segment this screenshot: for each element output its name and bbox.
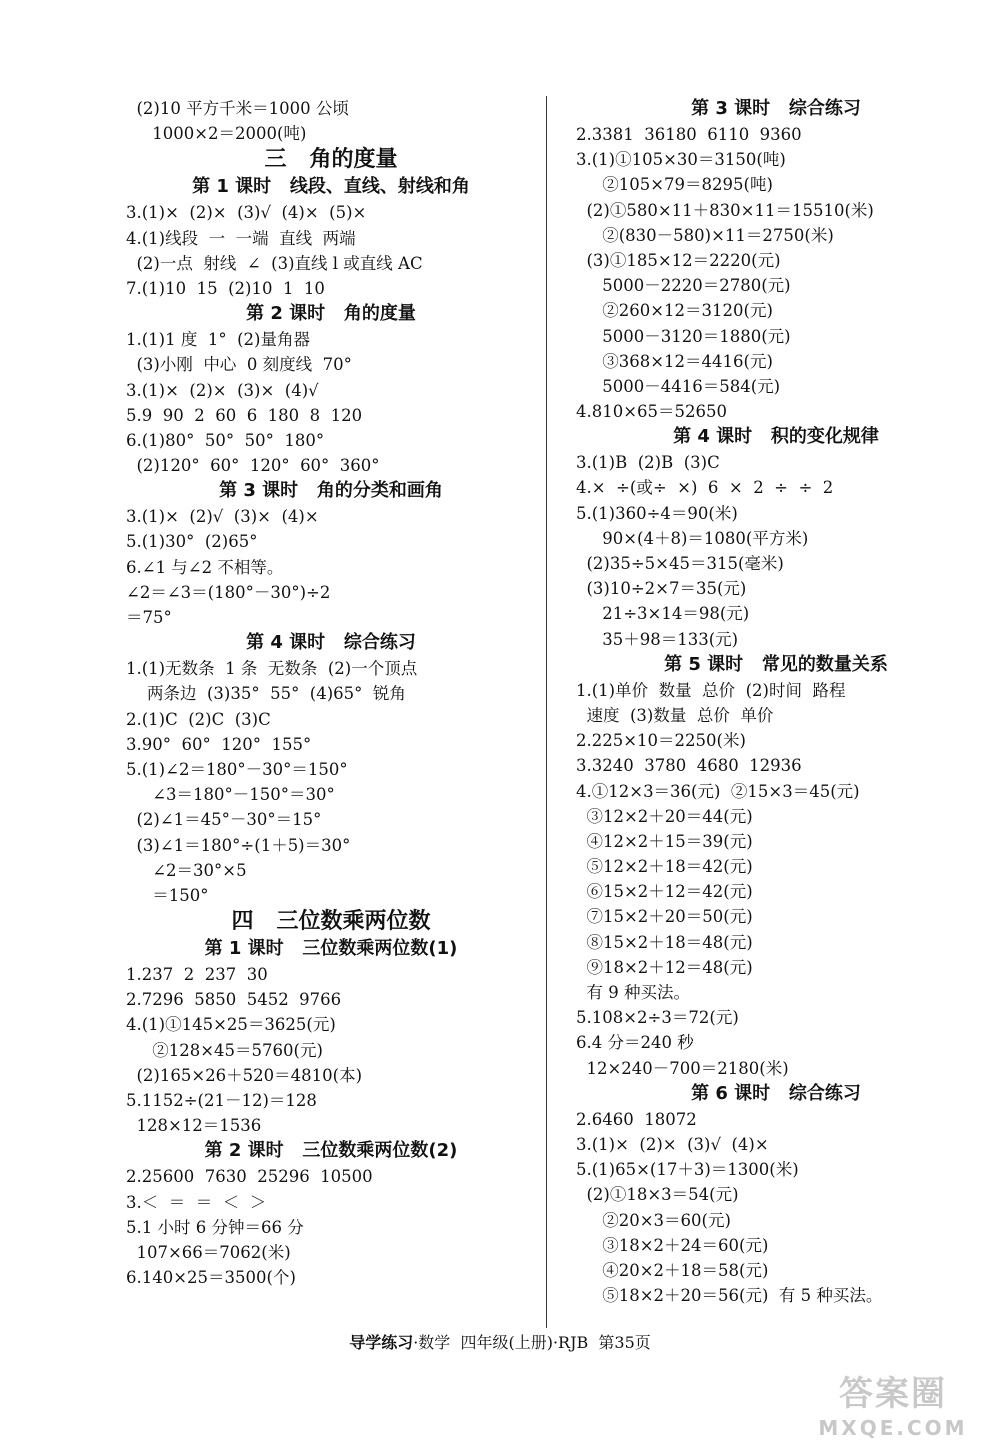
answer-line: ＝150° — [126, 885, 209, 905]
lesson-heading: 第 4 课时 积的变化规律 — [673, 426, 879, 448]
answer-line: 4.× ÷(或÷ ×) 6 × 2 ÷ ÷ 2 — [576, 478, 834, 498]
answer-line: (2)10 平方千米＝1000 公顷 — [126, 99, 349, 118]
answer-line: 3.(1)× (2)√ (3)× (4)× — [126, 507, 319, 527]
answer-line: (2)①18×3＝54(元) — [576, 1185, 739, 1205]
answer-line: 有 9 种买法。 — [576, 983, 690, 1002]
answer-line: 6.140×25＝3500(个) — [126, 1268, 296, 1288]
answer-line: (3)小刚 中心 0 刻度线 70° — [126, 355, 352, 375]
answer-line: 3.90° 60° 120° 155° — [126, 734, 312, 754]
answer-line: ⑤18×2＋20＝56(元) 有 5 种买法。 — [576, 1286, 883, 1306]
answer-line: ＝75° — [126, 608, 172, 627]
answer-line: 3.3240 3780 4680 12936 — [576, 756, 802, 776]
answer-line: 107×66＝7062(米) — [126, 1242, 291, 1262]
answer-line: (2)一点 射线 ∠ (3)直线 l 或直线 AC — [126, 253, 423, 273]
lesson-heading: 第 1 课时 三位数乘两位数(1) — [204, 938, 458, 960]
footer-info: ·数学 四年级(上册)·RJB 第35页 — [413, 1333, 651, 1352]
answer-line: 5.1152÷(21－12)＝128 — [126, 1091, 317, 1110]
watermark-text: 答案圈 — [839, 1374, 947, 1414]
answer-line: 1000×2＝2000(吨) — [126, 124, 307, 144]
answer-line: 4.(1)线段 一 一端 直线 两端 — [126, 228, 356, 248]
answer-line: 35＋98＝133(元) — [576, 629, 739, 649]
answer-line: (3)∠1＝180°÷(1＋5)＝30° — [126, 835, 351, 855]
answer-line: ∠2＝∠3＝(180°－30°)÷2 — [126, 582, 331, 602]
answer-line: 5.(1)∠2＝180°－30°＝150° — [126, 759, 348, 779]
answer-line: 7.(1)10 15 (2)10 1 10 — [126, 278, 325, 298]
answer-line: 90×(4＋8)＝1080(平方米) — [576, 528, 809, 548]
answer-line: ⑨18×2＋12＝48(元) — [576, 957, 753, 977]
answer-line: 3.(1)B (2)B (3)C — [576, 453, 720, 473]
answer-line: 2.7296 5850 5452 9766 — [126, 990, 342, 1010]
answer-line: ②105×79＝8295(吨) — [576, 175, 773, 195]
answer-line: (2)35÷5×45＝315(毫米) — [576, 554, 784, 573]
answer-line: ⑤12×2＋18＝42(元) — [576, 857, 753, 877]
answer-line: 2.(1)C (2)C (3)C — [126, 709, 271, 729]
answer-line: 5.(1)65×(17＋3)＝1300(米) — [576, 1160, 799, 1180]
left-column — [126, 96, 536, 1290]
answer-line: (2)∠1＝45°－30°＝15° — [126, 810, 322, 830]
answer-line: 4.810×65＝52650 — [576, 402, 728, 422]
answer-line: 5.(1)30° (2)65° — [126, 532, 258, 552]
column-divider — [546, 96, 547, 1328]
answer-line: 4.①12×3＝36(元) ②15×3＝45(元) — [576, 781, 860, 801]
answer-line: ②128×45＝5760(元) — [126, 1040, 323, 1060]
lesson-heading: 第 2 课时 三位数乘两位数(2) — [204, 1140, 458, 1162]
answer-line: 5.1 小时 6 分钟＝66 分 — [126, 1217, 304, 1237]
answer-line: 2.225×10＝2250(米) — [576, 731, 746, 751]
answer-line: 速度 (3)数量 总价 单价 — [576, 705, 774, 725]
answer-line: 21÷3×14＝98(元) — [576, 604, 750, 624]
answer-line: ∠2＝30°×5 — [126, 860, 247, 880]
answer-line: 5.(1)360÷4＝90(米) — [576, 503, 738, 523]
answer-line: 3.＜ ＝ ＝ ＜ ＞ — [126, 1192, 267, 1212]
answer-line: (2)①580×11＋830×11＝15510(米) — [576, 200, 874, 220]
lesson-heading: 第 3 课时 角的分类和画角 — [219, 480, 443, 502]
answer-line: ⑧15×2＋18＝48(元) — [576, 932, 753, 952]
answer-line: 3.(1)× (2)× (3)√ (4)× — [576, 1134, 769, 1154]
answer-line: ②20×3＝60(元) — [576, 1210, 731, 1230]
watermark-url: MXQE.COM — [818, 1416, 968, 1440]
answer-line: 1.(1)1 度 1° (2)量角器 — [126, 330, 310, 350]
answer-line: ⑦15×2＋20＝50(元) — [576, 907, 753, 927]
answer-line: 5.108×2÷3＝72(元) — [576, 1008, 739, 1028]
lesson-heading: 第 1 课时 线段、直线、射线和角 — [192, 176, 470, 198]
answer-line: ②260×12＝3120(元) — [576, 301, 773, 321]
answer-line: 3.(1)× (2)× (3)√ (4)× (5)× — [126, 203, 367, 223]
footer-brand: 导学练习 — [349, 1333, 414, 1352]
answer-line: 5.9 90 2 60 6 180 8 120 — [126, 405, 363, 425]
answer-line: 5000－3120＝1880(元) — [576, 326, 791, 346]
answer-line: ∠3＝180°－150°＝30° — [126, 785, 335, 805]
right-column — [576, 96, 976, 1308]
answer-line: ③368×12＝4416(元) — [576, 351, 773, 371]
answer-line: ⑥15×2＋12＝42(元) — [576, 882, 753, 902]
answer-line: 2.6460 18072 — [576, 1109, 697, 1129]
answer-line: 6.4 分＝240 秒 — [576, 1033, 694, 1053]
lesson-heading: 第 4 课时 综合练习 — [246, 632, 416, 654]
answer-line: 2.25600 7630 25296 10500 — [126, 1167, 373, 1187]
answer-line: ④12×2＋15＝39(元) — [576, 831, 753, 851]
answer-line: 3.(1)①105×30＝3150(吨) — [576, 150, 786, 170]
lesson-heading: 第 3 课时 综合练习 — [691, 98, 861, 119]
page-footer — [0, 1330, 1000, 1353]
lesson-heading: 第 6 课时 综合练习 — [691, 1082, 861, 1104]
answer-line: ②(830－580)×11＝2750(米) — [576, 225, 834, 245]
answer-line: (3)10÷2×7＝35(元) — [576, 579, 747, 599]
watermark-logo — [800, 1372, 986, 1446]
answer-line: ③12×2＋20＝44(元) — [576, 806, 753, 826]
chapter-heading: 四 三位数乘两位数 — [231, 909, 431, 935]
answer-line: ④20×2＋18＝58(元) — [576, 1260, 769, 1280]
answer-line: 1.(1)无数条 1 条 无数条 (2)一个顶点 — [126, 659, 418, 679]
answer-line: 2.3381 36180 6110 9360 — [576, 125, 802, 144]
answer-line: 3.(1)× (2)× (3)× (4)√ — [126, 380, 319, 400]
answer-line: 5000－4416＝584(元) — [576, 376, 781, 396]
lesson-heading: 第 5 课时 常见的数量关系 — [664, 653, 888, 675]
answer-line: 128×12＝1536 — [126, 1116, 262, 1136]
answer-line: 6.∠1 与∠2 不相等。 — [126, 557, 284, 577]
answer-line: 1.237 2 237 30 — [126, 965, 268, 985]
answer-line: 1.(1)单价 数量 总价 (2)时间 路程 — [576, 680, 846, 700]
answer-line: ③18×2＋24＝60(元) — [576, 1235, 769, 1255]
answer-line: 5000－2220＝2780(元) — [576, 276, 791, 296]
answer-line: 6.(1)80° 50° 50° 180° — [126, 430, 325, 450]
answer-line: (3)①185×12＝2220(元) — [576, 250, 781, 270]
answer-line: (2)165×26＋520＝4810(本) — [126, 1065, 363, 1085]
answer-line: 12×240－700＝2180(米) — [576, 1058, 789, 1078]
chapter-heading: 三 角的度量 — [264, 147, 398, 173]
answer-line: 4.(1)①145×25＝3625(元) — [126, 1015, 336, 1035]
lesson-heading: 第 2 课时 角的度量 — [246, 303, 416, 325]
answer-line: 两条边 (3)35° 55° (4)65° 锐角 — [126, 684, 406, 704]
answer-line: (2)120° 60° 120° 60° 360° — [126, 456, 380, 476]
